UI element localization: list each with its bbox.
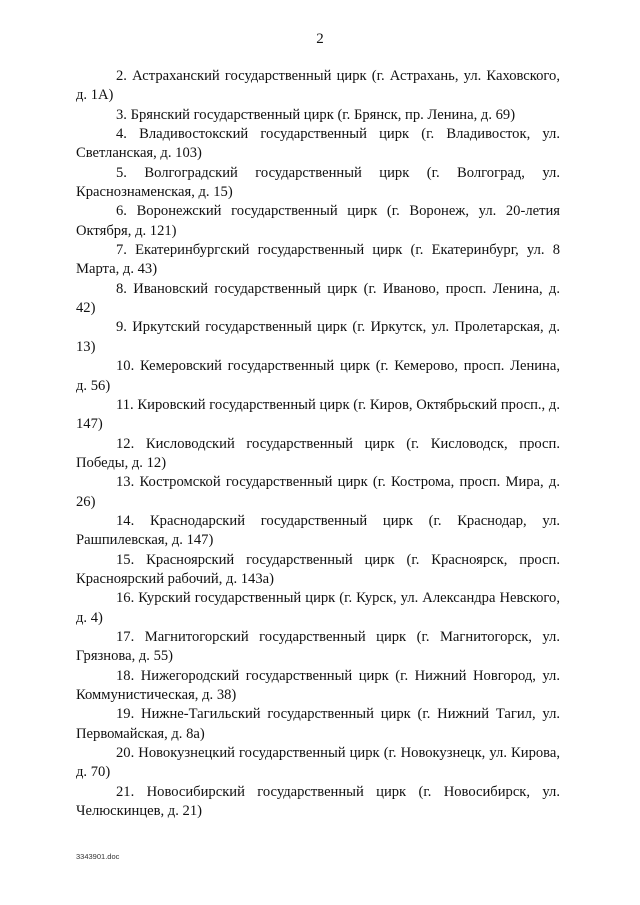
list-item: 19. Нижне-Тагильский государственный цирк (г. Нижний Тагил, ул. Первомайская, д. 8а): [76, 706, 560, 742]
list-item: 6. Воронежский государственный цирк (г. Воронеж, ул. 20-летия Октября, д. 121): [76, 203, 560, 239]
list-item: 10. Кемеровский государственный цирк (г. Кемерово, просп. Ленина, д. 56): [76, 358, 560, 394]
list-item: 16. Курский государственный цирк (г. Курск, ул. Александра Невского, д. 4): [76, 590, 560, 626]
list-item: 9. Иркутский государственный цирк (г. Иркутск, ул. Пролетарская, д. 13): [76, 319, 560, 355]
page-number: 2: [316, 31, 324, 47]
list-item: 13. Костромской государственный цирк (г. Кострома, просп. Мира, д. 26): [76, 474, 560, 510]
list-item: 7. Екатеринбургский государственный цирк (г. Екатеринбург, ул. 8 Марта, д. 43): [76, 242, 560, 278]
list-item: 3. Брянский государственный цирк (г. Брянск, пр. Ленина, д. 69): [116, 106, 516, 123]
list-item: 12. Кисловодский государственный цирк (г. Кисловодск, просп. Победы, д. 12): [76, 435, 560, 471]
footer-filename: 3343901.doc: [76, 852, 120, 861]
list-item: 8. Ивановский государственный цирк (г. Иваново, просп. Ленина, д. 42): [76, 280, 560, 317]
list-item: 21. Новосибирский государственный цирк (г. Новосибирск, ул. Челюскинцев, д. 21): [76, 783, 560, 820]
list-item: 18. Нижегородский государственный цирк (г. Нижний Новгород, ул. Коммунистическая, д. 38): [76, 667, 560, 703]
list-item: 15. Красноярский государственный цирк (г. Красноярск, просп. Красноярский рабочий, д. 143а): [76, 551, 560, 587]
list-item: 14. Краснодарский государственный цирк (г. Краснодар, ул. Рашпилевская, д. 147): [76, 512, 560, 549]
list-item: 17. Магнитогорский государственный цирк (г. Магнитогорск, ул. Грязнова, д. 55): [76, 628, 560, 665]
list-item: 11. Кировский государственный цирк (г. Киров, Октябрьский просп., д. 147): [76, 396, 560, 433]
list-item: 20. Новокузнецкий государственный цирк (г. Новокузнецк, ул. Кирова, д. 70): [76, 745, 560, 781]
list-item: 4. Владивостокский государственный цирк (г. Владивосток, ул. Светланская, д. 103): [76, 126, 560, 162]
list-item: 5. Волгоградский государственный цирк (г. Волгоград, ул. Краснознаменская, д. 15): [76, 164, 560, 201]
list-item: 2. Астраханский государственный цирк (г. Астрахань, ул. Каховского, д. 1А): [76, 68, 560, 104]
circus-list: [76, 67, 560, 821]
